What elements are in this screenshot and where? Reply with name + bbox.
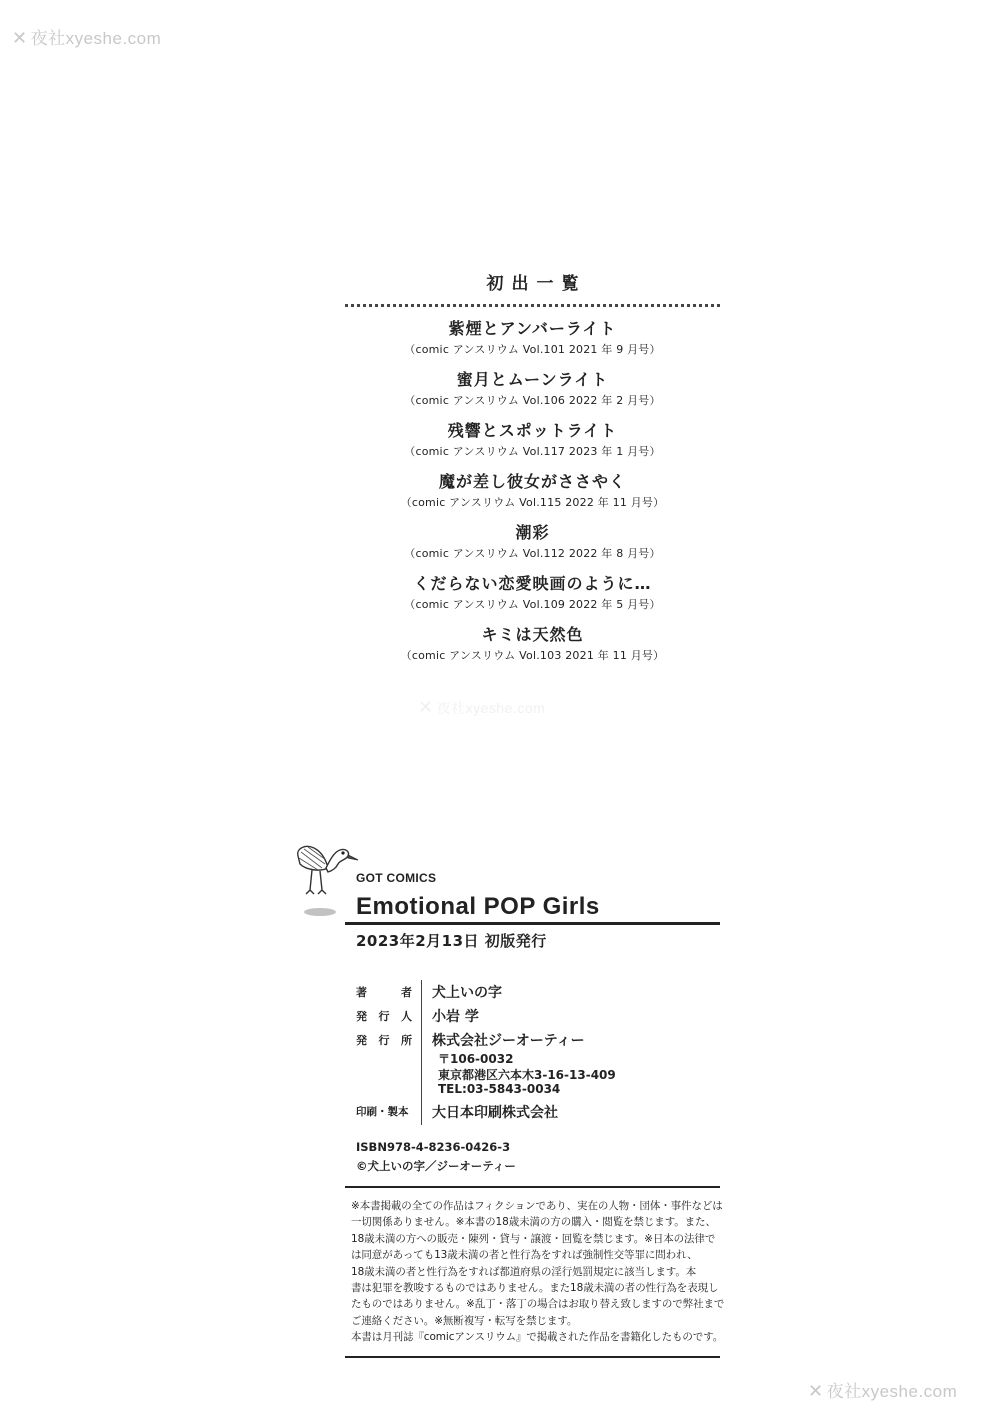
notice-line: 一切関係ありません。※本書の18歳未満の方の購入・閲覧を禁じます。また、 bbox=[351, 1216, 716, 1229]
legal-notice bbox=[345, 1186, 725, 1358]
list-item bbox=[345, 421, 720, 460]
printer-label: 印刷・製本 bbox=[356, 1106, 409, 1118]
isbn: ISBN978-4-8236-0426-3 bbox=[356, 1140, 511, 1154]
story-source: （comic アンスリウム Vol.112 2022 年 8 月号） bbox=[404, 547, 661, 560]
telephone: TEL:03-5843-0034 bbox=[438, 1082, 561, 1096]
story-source: （comic アンスリウム Vol.115 2022 年 11 月号） bbox=[400, 496, 665, 509]
list-item bbox=[345, 472, 720, 511]
author-label: 著者 bbox=[356, 986, 412, 999]
notice-line: 18歳未満の方への販売・陳列・貸与・譲渡・回覧を禁じます。※日本の法律で bbox=[351, 1232, 716, 1245]
book-title: Emotional POP Girls bbox=[356, 893, 600, 920]
publisher-person-name: 小岩 学 bbox=[432, 1009, 479, 1025]
author-name: 犬上いの字 bbox=[432, 985, 502, 1001]
story-title: くだらない恋愛映画のように… bbox=[413, 574, 652, 593]
story-source: （comic アンスリウム Vol.101 2021 年 9 月号） bbox=[404, 343, 661, 356]
notice-line: 18歳未満の者と性行為をすれば都道府県の淫行処罰規定に該当します。本 bbox=[351, 1265, 697, 1278]
notice-line: ご連絡ください。※無断複写・転写を禁じます。 bbox=[351, 1314, 578, 1327]
watermark-text: 夜社xyeshe.com bbox=[436, 700, 546, 716]
watermark-x-icon: ✕ bbox=[12, 28, 28, 48]
story-title: キミは天然色 bbox=[481, 625, 584, 644]
watermark-x-icon: ✕ bbox=[808, 1381, 824, 1401]
publisher-label: 発行所 bbox=[356, 1034, 412, 1047]
story-source: （comic アンスリウム Vol.117 2023 年 1 月号） bbox=[404, 445, 661, 458]
copyright: ©犬上いの字／ジーオーティー bbox=[356, 1159, 516, 1173]
watermark-middle bbox=[418, 697, 545, 718]
list-item bbox=[345, 370, 720, 409]
watermark-x-icon: ✕ bbox=[418, 697, 434, 717]
credits-divider bbox=[421, 980, 422, 1125]
imprint-label: GOT COMICS bbox=[356, 871, 437, 885]
list-item bbox=[345, 625, 720, 664]
watermark-text: 夜社xyeshe.com bbox=[30, 29, 162, 48]
publisher-person-label: 発行人 bbox=[356, 1010, 412, 1023]
story-source: （comic アンスリウム Vol.106 2022 年 2 月号） bbox=[404, 394, 661, 407]
list-item bbox=[345, 319, 720, 358]
watermark-bottom bbox=[808, 1377, 957, 1402]
story-source: （comic アンスリウム Vol.103 2021 年 11 月号） bbox=[400, 649, 665, 662]
notice-line: ※本書掲載の全ての作品はフィクションであり、実在の人物・団体・事件などは bbox=[351, 1200, 723, 1212]
list-item bbox=[345, 574, 720, 613]
dotted-divider bbox=[345, 304, 720, 307]
title-rule bbox=[345, 922, 720, 925]
first-appearances-title: 初出一覧 bbox=[486, 274, 587, 294]
publisher-name: 株式会社ジーオーティー bbox=[432, 1033, 585, 1049]
notice-line: たものではありません。※乱丁・落丁の場合はお取り替え致しますので弊社まで bbox=[351, 1298, 725, 1311]
story-source: （comic アンスリウム Vol.109 2022 年 5 月号） bbox=[404, 598, 661, 611]
story-title: 残響とスポットライト bbox=[447, 421, 618, 440]
notice-line: 書は犯罪を教唆するものではありません。また18歳未満の者の性行為を表現し bbox=[351, 1282, 719, 1295]
address: 東京都港区六本木3-16-13-409 bbox=[438, 1068, 616, 1082]
issue-date: 2023年2月13日 初版発行 bbox=[356, 932, 547, 950]
story-title: 紫煙とアンバーライト bbox=[448, 319, 617, 338]
list-item bbox=[345, 523, 720, 562]
printer-name: 大日本印刷株式会社 bbox=[432, 1105, 558, 1121]
story-title: 蜜月とムーンライト bbox=[456, 370, 609, 389]
postal-code: 〒106-0032 bbox=[438, 1052, 514, 1066]
first-appearances-list bbox=[345, 272, 720, 664]
notice-line: は同意があっても13歳未満の者と性行為をすれば強制性交等罪に問われ、 bbox=[351, 1249, 698, 1262]
notice-line: 本書は月刊誌『comicアンスリウム』で掲載された作品を書籍化したものです。 bbox=[351, 1331, 724, 1344]
story-title: 潮彩 bbox=[515, 523, 550, 542]
watermark-text: 夜社xyeshe.com bbox=[826, 1382, 958, 1401]
story-title: 魔が差し彼女がささやく bbox=[438, 472, 626, 491]
bird-logo-icon bbox=[292, 838, 362, 922]
watermark-top bbox=[12, 24, 161, 49]
